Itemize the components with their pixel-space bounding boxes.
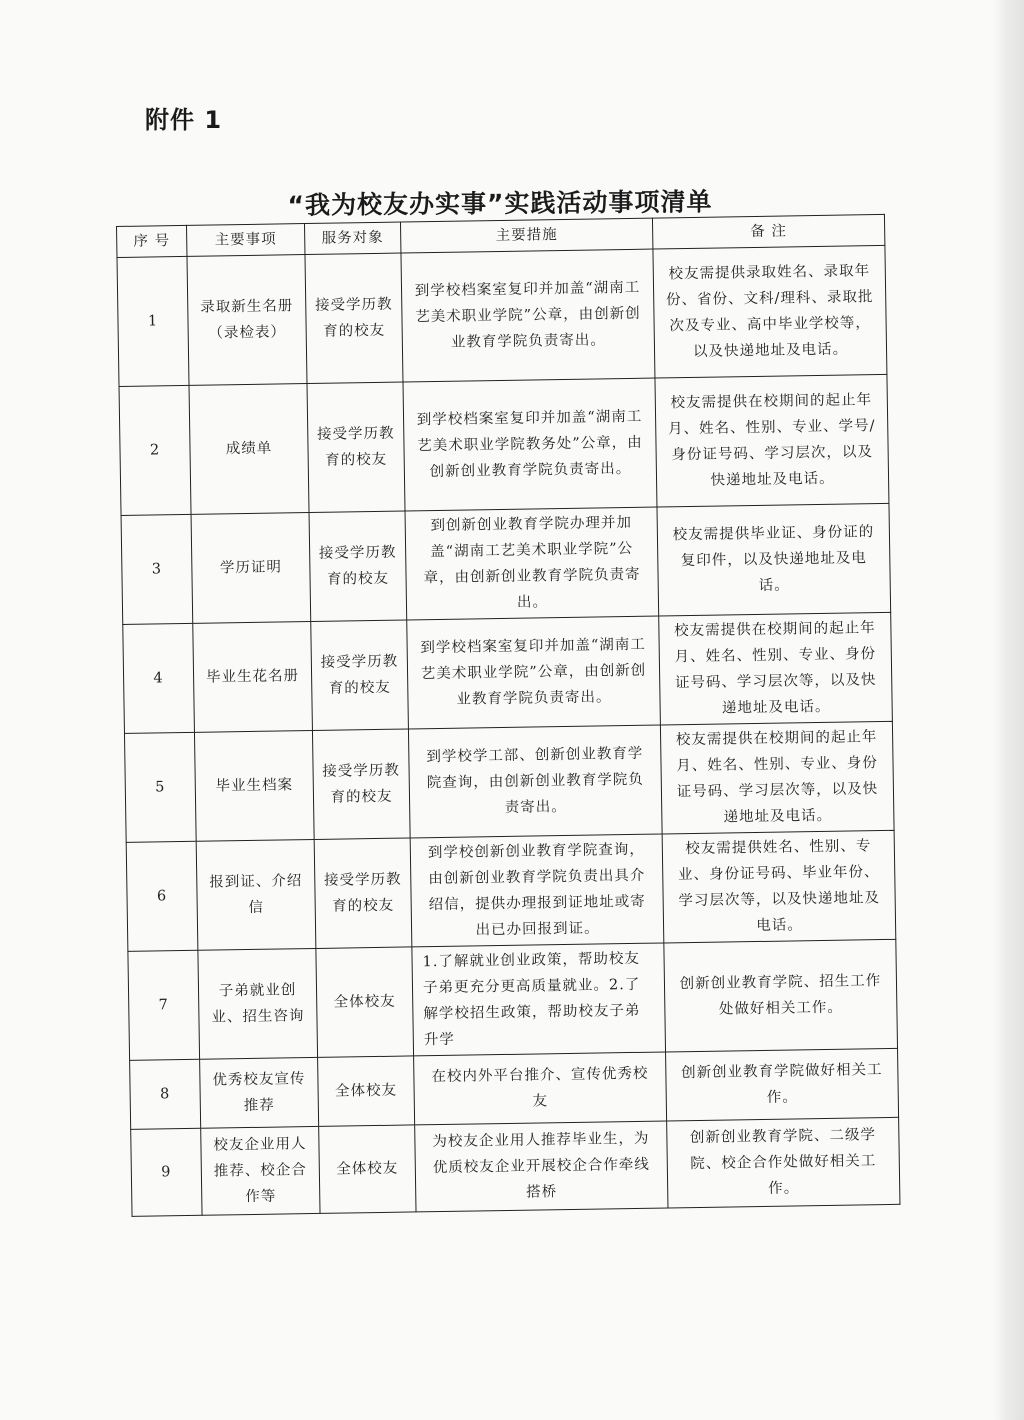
table-row — [131, 1117, 900, 1216]
row-item: 报到证、介绍信 — [196, 839, 316, 950]
table-row — [126, 830, 896, 951]
row-target: 接受学历教育的校友 — [311, 620, 409, 730]
row-number: 5 — [124, 732, 196, 842]
header-no: 序 号 — [117, 225, 187, 257]
row-measures: 1.了解就业创业政策，帮助校友子弟更充分更高质量就业。2.了解学校招生政策，帮助校友子弟升学 — [412, 943, 666, 1056]
row-target: 全体校友 — [319, 1125, 416, 1213]
table-row — [117, 245, 887, 386]
row-item: 成绩单 — [189, 384, 309, 515]
document-title: “我为校友办实事”实践活动事项清单 — [287, 187, 713, 220]
row-remarks: 校友需提供毕业证、身份证的复印件，以及快递地址及电话。 — [657, 503, 891, 616]
row-target: 接受学历教育的校友 — [305, 253, 403, 383]
row-target: 全体校友 — [318, 1056, 415, 1126]
row-target: 接受学历教育的校友 — [309, 511, 407, 621]
row-remarks: 校友需提供在校期间的起止年月、姓名、性别、专业、身份证号码、学习层次等，以及快递地址及电话。 — [659, 612, 893, 725]
table-row — [130, 1048, 899, 1129]
row-number: 6 — [126, 841, 198, 951]
row-remarks: 创新创业教育学院做好相关工作。 — [666, 1048, 899, 1121]
row-remarks: 校友需提供录取姓名、录取年份、省份、文科/理科、录取批次及专业、高中毕业学校等，以及快递地址及电话。 — [653, 245, 887, 378]
row-item: 录取新生名册（录检表） — [187, 255, 307, 386]
row-remarks: 校友需提供姓名、性别、专业、身份证号码、毕业年份、学习层次等，以及快递地址及电话。 — [662, 830, 896, 943]
row-item: 优秀校友宣传推荐 — [200, 1057, 319, 1128]
row-measures: 在校内外平台推介、宣传优秀校友 — [414, 1052, 667, 1125]
row-number: 4 — [123, 623, 195, 733]
row-item: 子弟就业创业、招生咨询 — [198, 948, 318, 1059]
row-item: 毕业生花名册 — [193, 621, 313, 732]
row-measures: 到学校档案室复印并加盖“湖南工艺美术职业学院”公章，由创新创业教育学院负责寄出。 — [407, 616, 661, 729]
row-item: 毕业生档案 — [194, 730, 314, 841]
header-measures: 主要措施 — [400, 218, 652, 253]
row-target: 全体校友 — [316, 947, 414, 1057]
scan-edge-shadow — [994, 0, 1024, 1420]
table-row — [121, 503, 891, 624]
row-measures: 到学校档案室复印并加盖“湖南工艺美术职业学院教务处”公章，由创新创业教育学院负责寄出。 — [403, 378, 657, 511]
row-remarks: 校友需提供在校期间的起止年月、姓名、性别、专业、身份证号码、学习层次等，以及快递地址及电话。 — [660, 721, 894, 834]
attachment-label: 附件 1 — [145, 106, 223, 134]
table-row — [119, 374, 889, 515]
row-target: 接受学历教育的校友 — [307, 382, 405, 512]
row-measures: 到学校学工部、创新创业教育学院查询，由创新创业教育学院负责寄出。 — [408, 725, 662, 838]
row-measures: 到学校档案室复印并加盖“湖南工艺美术职业学院”公章，由创新创业教育学院负责寄出。 — [401, 249, 655, 382]
task-list-table-wrapper — [116, 214, 899, 1217]
row-number: 9 — [131, 1128, 202, 1216]
header-target: 服务对象 — [304, 222, 400, 255]
table-row — [128, 939, 898, 1060]
row-item: 学历证明 — [191, 513, 311, 624]
header-item: 主要事项 — [186, 224, 304, 257]
row-target: 接受学历教育的校友 — [312, 729, 410, 839]
task-list-table — [116, 214, 900, 1217]
row-remarks: 校友需提供在校期间的起止年月、姓名、性别、专业、学号/身份证号码、学习层次，以及快递地址及电话。 — [655, 374, 889, 507]
table-row — [123, 612, 893, 733]
row-remarks: 创新创业教育学院、招生工作处做好相关工作。 — [664, 939, 898, 1052]
header-remarks: 备 注 — [652, 214, 884, 249]
row-number: 1 — [117, 256, 189, 386]
row-item: 校友企业用人推荐、校企合作等 — [201, 1126, 320, 1215]
row-remarks: 创新创业教育学院、二级学院、校企合作处做好相关工作。 — [667, 1117, 900, 1208]
row-measures: 到学校创新创业教育学院查询，由创新创业教育学院负责出具介绍信，提供办理报到证地址或寄出已办回报到证。 — [410, 834, 664, 947]
row-measures: 为校友企业用人推荐毕业生，为优质校友企业开展校企合作牵线搭桥 — [415, 1121, 668, 1212]
row-number: 3 — [121, 514, 193, 624]
table-row — [124, 721, 894, 842]
row-measures: 到创新创业教育学院办理并加盖“湖南工艺美术职业学院”公章，由创新创业教育学院负责寄出。 — [405, 507, 659, 620]
row-number: 8 — [130, 1059, 201, 1129]
row-number: 7 — [128, 950, 200, 1060]
row-number: 2 — [119, 385, 191, 515]
row-target: 接受学历教育的校友 — [314, 838, 412, 948]
